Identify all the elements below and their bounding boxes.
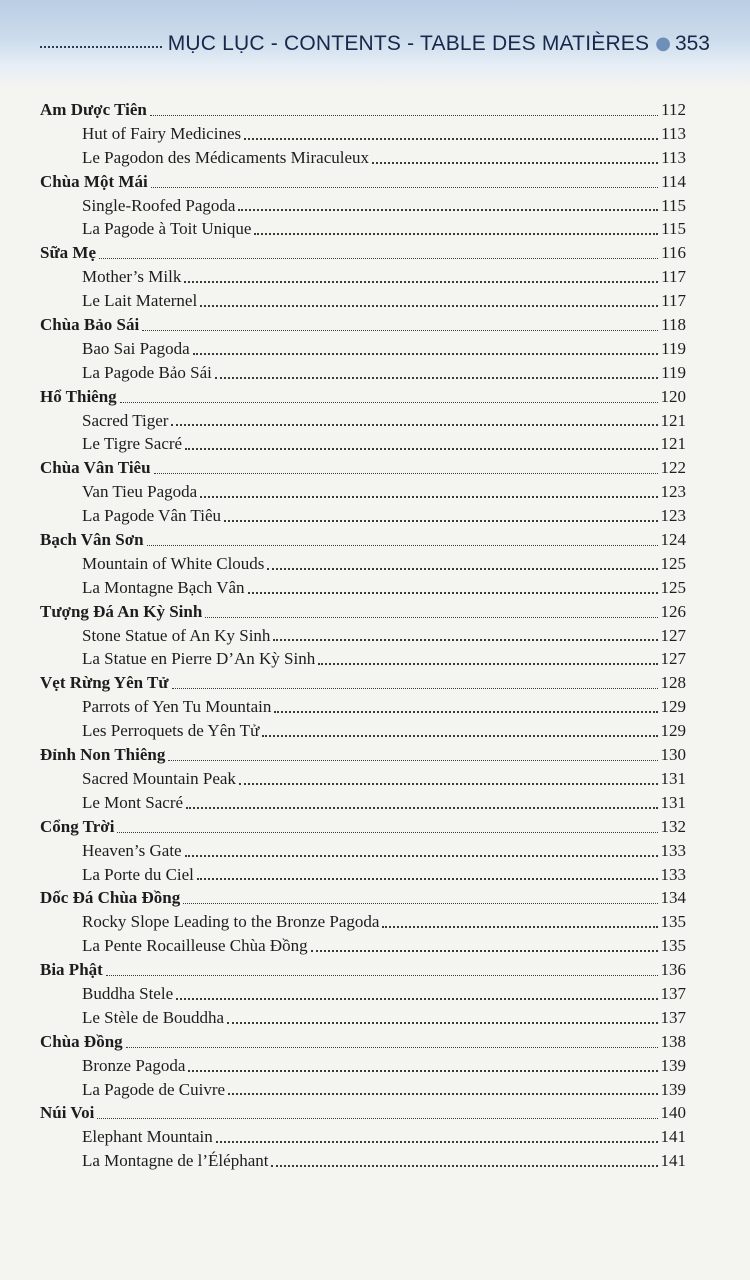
entry-title: Buddha Stele — [82, 983, 174, 1003]
dot-leader — [176, 998, 657, 1000]
entry-page-number: 127 — [660, 625, 686, 645]
entry-title: Rocky Slope Leading to the Bronze Pagoda — [82, 912, 380, 932]
toc-sub-entry[interactable] — [40, 409, 686, 433]
toc-sub-entry[interactable] — [40, 1054, 686, 1078]
toc-main-entry[interactable] — [40, 600, 686, 624]
dot-leader — [224, 520, 658, 522]
toc-sub-entry[interactable] — [40, 767, 686, 791]
dot-leader — [186, 807, 657, 809]
toc-section — [40, 886, 686, 958]
dot-leader — [254, 233, 658, 235]
dot-leader — [172, 688, 658, 689]
entry-title: Hut of Fairy Medicines — [82, 123, 242, 143]
dot-leader — [97, 1118, 657, 1119]
dot-leader — [228, 1093, 657, 1095]
dot-leader — [200, 305, 658, 307]
toc-main-entry[interactable] — [40, 743, 686, 767]
entry-page-number: 121 — [660, 410, 686, 430]
entry-page-number: 118 — [661, 315, 686, 335]
toc-sub-entry[interactable] — [40, 624, 686, 648]
toc-sub-entry[interactable] — [40, 194, 686, 218]
entry-page-number: 137 — [660, 1007, 686, 1027]
toc-main-entry[interactable] — [40, 886, 686, 910]
entry-title: Cổng Trời — [40, 816, 115, 836]
entry-page-number: 129 — [660, 721, 686, 741]
entry-page-number: 135 — [660, 912, 686, 932]
toc-sub-entry[interactable] — [40, 719, 686, 743]
toc-sub-entry[interactable] — [40, 839, 686, 863]
entry-title: Đỉnh Non Thiêng — [40, 745, 166, 765]
entry-page-number: 130 — [660, 745, 686, 765]
dot-leader — [274, 711, 657, 713]
entry-title: Hổ Thiêng — [40, 386, 117, 406]
entry-page-number: 113 — [661, 123, 686, 143]
entry-page-number: 121 — [660, 434, 686, 454]
dot-leader — [126, 1047, 658, 1048]
toc-sub-entry[interactable] — [40, 337, 686, 361]
toc-sub-entry[interactable] — [40, 910, 686, 934]
dot-leader — [168, 760, 657, 761]
entry-page-number: 115 — [661, 195, 686, 215]
toc-section — [40, 385, 686, 457]
entry-title: Le Pagodon des Médicaments Miraculeux — [82, 147, 370, 167]
entry-page-number: 116 — [661, 243, 686, 263]
entry-page-number: 131 — [660, 792, 686, 812]
entry-page-number: 112 — [661, 100, 686, 119]
toc-section — [40, 528, 686, 600]
entry-page-number: 124 — [660, 530, 686, 550]
entry-title: Le Stèle de Bouddha — [82, 1007, 225, 1027]
entry-title: Single-Roofed Pagoda — [82, 195, 236, 215]
entry-page-number: 136 — [660, 960, 686, 980]
dot-leader — [215, 377, 658, 379]
toc-sub-entry[interactable] — [40, 934, 686, 958]
dot-leader — [273, 639, 657, 641]
toc-main-entry[interactable] — [40, 385, 686, 409]
entry-title: Chùa Một Mái — [40, 171, 148, 191]
entry-title: Tượng Đá An Kỳ Sinh — [40, 601, 203, 621]
dot-leader — [151, 187, 658, 188]
toc-section — [40, 98, 686, 170]
entry-page-number: 133 — [660, 840, 686, 860]
entry-page-number: 131 — [660, 768, 686, 788]
toc-sub-entry[interactable] — [40, 1006, 686, 1030]
entry-title: La Pagode Vân Tiêu — [82, 506, 221, 526]
toc-sub-entry[interactable] — [40, 552, 686, 576]
toc-sub-entry[interactable] — [40, 695, 686, 719]
toc-main-entry[interactable] — [40, 958, 686, 982]
entry-page-number: 140 — [660, 1103, 686, 1123]
toc-sub-entry[interactable] — [40, 361, 686, 385]
dot-leader — [248, 592, 658, 594]
entry-title: La Pagode de Cuivre — [82, 1079, 226, 1099]
entry-title: La Pagode à Toit Unique — [82, 219, 252, 239]
dot-leader — [106, 975, 658, 976]
entry-page-number: 135 — [660, 936, 686, 956]
dot-leader — [311, 950, 658, 952]
entry-page-number: 125 — [660, 553, 686, 573]
entry-title: Mountain of White Clouds — [82, 553, 265, 573]
entry-title: Parrots of Yen Tu Mountain — [82, 697, 272, 717]
entry-title: Sữa Mẹ — [40, 243, 96, 263]
entry-title: Heaven’s Gate — [82, 840, 182, 860]
entry-title: Elephant Mountain — [82, 1127, 213, 1147]
dot-leader — [271, 1165, 657, 1167]
dot-leader — [382, 926, 657, 928]
toc-sub-entry[interactable] — [40, 504, 686, 528]
entry-title: Sacred Tiger — [82, 410, 169, 430]
entry-title: Le Lait Maternel — [82, 291, 198, 311]
entry-page-number: 123 — [660, 482, 686, 502]
dot-leader — [239, 783, 658, 785]
toc-sub-entry[interactable] — [40, 1078, 686, 1102]
page-header — [0, 0, 750, 88]
entry-page-number: 125 — [660, 577, 686, 597]
dot-leader — [147, 545, 658, 546]
entry-page-number: 129 — [660, 697, 686, 717]
toc-section — [40, 743, 686, 815]
entry-title: Am Dược Tiên — [40, 100, 147, 119]
entry-title: Chùa Vân Tiêu — [40, 458, 151, 478]
page-number: 353 — [674, 32, 710, 55]
dot-leader — [267, 568, 657, 570]
entry-page-number: 128 — [660, 673, 686, 693]
header-leader-dots — [40, 46, 162, 48]
dot-leader — [238, 209, 658, 211]
entry-page-number: 134 — [660, 888, 686, 908]
entry-title: La Statue en Pierre D’An Kỳ Sinh — [82, 649, 316, 669]
toc-main-entry[interactable] — [40, 815, 686, 839]
entry-page-number: 126 — [660, 601, 686, 621]
entry-page-number: 141 — [660, 1151, 686, 1171]
entry-page-number: 133 — [660, 864, 686, 884]
toc-sub-entry[interactable] — [40, 217, 686, 241]
entry-title: La Montagne de l’Éléphant — [82, 1151, 269, 1171]
header-row — [40, 24, 710, 56]
toc-section — [40, 456, 686, 528]
toc-section — [40, 241, 686, 313]
toc-sub-entry[interactable] — [40, 982, 686, 1006]
dot-leader — [193, 353, 658, 355]
toc-section — [40, 1101, 686, 1173]
dot-leader — [216, 1141, 658, 1143]
entry-title: La Montagne Bạch Vân — [82, 577, 245, 597]
toc-sub-entry[interactable] — [40, 122, 686, 146]
entry-title: Chùa Đồng — [40, 1031, 123, 1051]
toc-sub-entry[interactable] — [40, 863, 686, 887]
entry-page-number: 127 — [660, 649, 686, 669]
entry-title: Les Perroquets de Yên Tử — [82, 721, 260, 741]
entry-page-number: 138 — [660, 1031, 686, 1051]
toc-main-entry[interactable] — [40, 456, 686, 480]
toc-main-entry[interactable] — [40, 170, 686, 194]
dot-leader — [200, 496, 657, 498]
bullet-icon: ● — [655, 33, 671, 54]
entry-page-number: 120 — [660, 386, 686, 406]
dot-leader — [117, 832, 657, 833]
entry-title: Le Mont Sacré — [82, 792, 184, 812]
entry-page-number: 115 — [661, 219, 686, 239]
toc-section — [40, 815, 686, 887]
dot-leader — [244, 138, 658, 140]
entry-title: Chùa Bảo Sái — [40, 315, 140, 335]
entry-title: La Pente Rocailleuse Chùa Đồng — [82, 936, 308, 956]
toc-main-entry[interactable] — [40, 241, 686, 265]
toc-section — [40, 958, 686, 1030]
toc-sub-entry[interactable] — [40, 791, 686, 815]
entry-page-number: 132 — [660, 816, 686, 836]
dot-leader — [154, 473, 658, 474]
dot-leader — [262, 735, 657, 737]
toc-main-entry[interactable] — [40, 528, 686, 552]
entry-page-number: 139 — [660, 1055, 686, 1075]
entry-title: Dốc Đá Chùa Đồng — [40, 888, 181, 908]
toc-section — [40, 600, 686, 672]
entry-title: Vẹt Rừng Yên Tử — [40, 673, 169, 693]
entry-title: Van Tieu Pagoda — [82, 482, 198, 502]
entry-page-number: 141 — [660, 1127, 686, 1147]
entry-page-number: 119 — [661, 338, 686, 358]
entry-title: La Pagode Bảo Sái — [82, 362, 212, 382]
toc-sub-entry[interactable] — [40, 647, 686, 671]
toc-main-entry[interactable] — [40, 1101, 686, 1125]
entry-page-number: 117 — [661, 267, 686, 287]
toc-section — [40, 671, 686, 743]
toc-sub-entry[interactable] — [40, 146, 686, 170]
entry-page-number: 119 — [661, 362, 686, 382]
toc-sub-entry[interactable] — [40, 1125, 686, 1149]
dot-leader — [184, 281, 658, 283]
toc-main-entry[interactable] — [40, 98, 686, 122]
dot-leader — [142, 330, 658, 331]
toc-sub-entry[interactable] — [40, 289, 686, 313]
toc-sub-entry[interactable] — [40, 1149, 686, 1173]
dot-leader — [150, 115, 658, 116]
dot-leader — [318, 663, 657, 665]
toc-sub-entry[interactable] — [40, 265, 686, 289]
dot-leader — [197, 878, 658, 880]
dot-leader — [185, 448, 657, 450]
entry-page-number: 117 — [661, 291, 686, 311]
entry-title: Bao Sai Pagoda — [82, 338, 190, 358]
toc-main-entry[interactable] — [40, 671, 686, 695]
dot-leader — [183, 903, 657, 904]
entry-page-number: 139 — [660, 1079, 686, 1099]
dot-leader — [205, 617, 657, 618]
dot-leader — [227, 1022, 657, 1024]
entry-title: Le Tigre Sacré — [82, 434, 183, 454]
toc-main-entry[interactable] — [40, 313, 686, 337]
entry-page-number: 114 — [661, 171, 686, 191]
toc-main-entry[interactable] — [40, 1030, 686, 1054]
toc-section — [40, 1030, 686, 1102]
toc-section — [40, 313, 686, 385]
toc-section — [40, 170, 686, 242]
dot-leader — [185, 855, 658, 857]
dot-leader — [372, 162, 658, 164]
toc-sub-entry[interactable] — [40, 432, 686, 456]
dot-leader — [120, 402, 658, 403]
entry-title: Núi Voi — [40, 1103, 95, 1123]
entry-title: Sacred Mountain Peak — [82, 768, 236, 788]
entry-page-number: 137 — [660, 983, 686, 1003]
entry-title: Mother’s Milk — [82, 267, 182, 287]
page-title: MỤC LỤC - CONTENTS - TABLE DES MATIÈRES — [167, 32, 650, 55]
entry-page-number: 122 — [660, 458, 686, 478]
entry-page-number: 113 — [661, 147, 686, 167]
entry-page-number: 123 — [660, 506, 686, 526]
toc-sub-entry[interactable] — [40, 576, 686, 600]
entry-title: Bia Phật — [40, 960, 103, 980]
entry-title: Bạch Vân Sơn — [40, 530, 144, 550]
dot-leader — [188, 1070, 657, 1072]
entry-title: Stone Statue of An Ky Sinh — [82, 625, 271, 645]
toc-sub-entry[interactable] — [40, 480, 686, 504]
dot-leader — [99, 258, 658, 259]
entry-title: Bronze Pagoda — [82, 1055, 186, 1075]
dot-leader — [171, 424, 657, 426]
entry-title: La Porte du Ciel — [82, 864, 194, 884]
table-of-contents — [40, 98, 686, 1173]
